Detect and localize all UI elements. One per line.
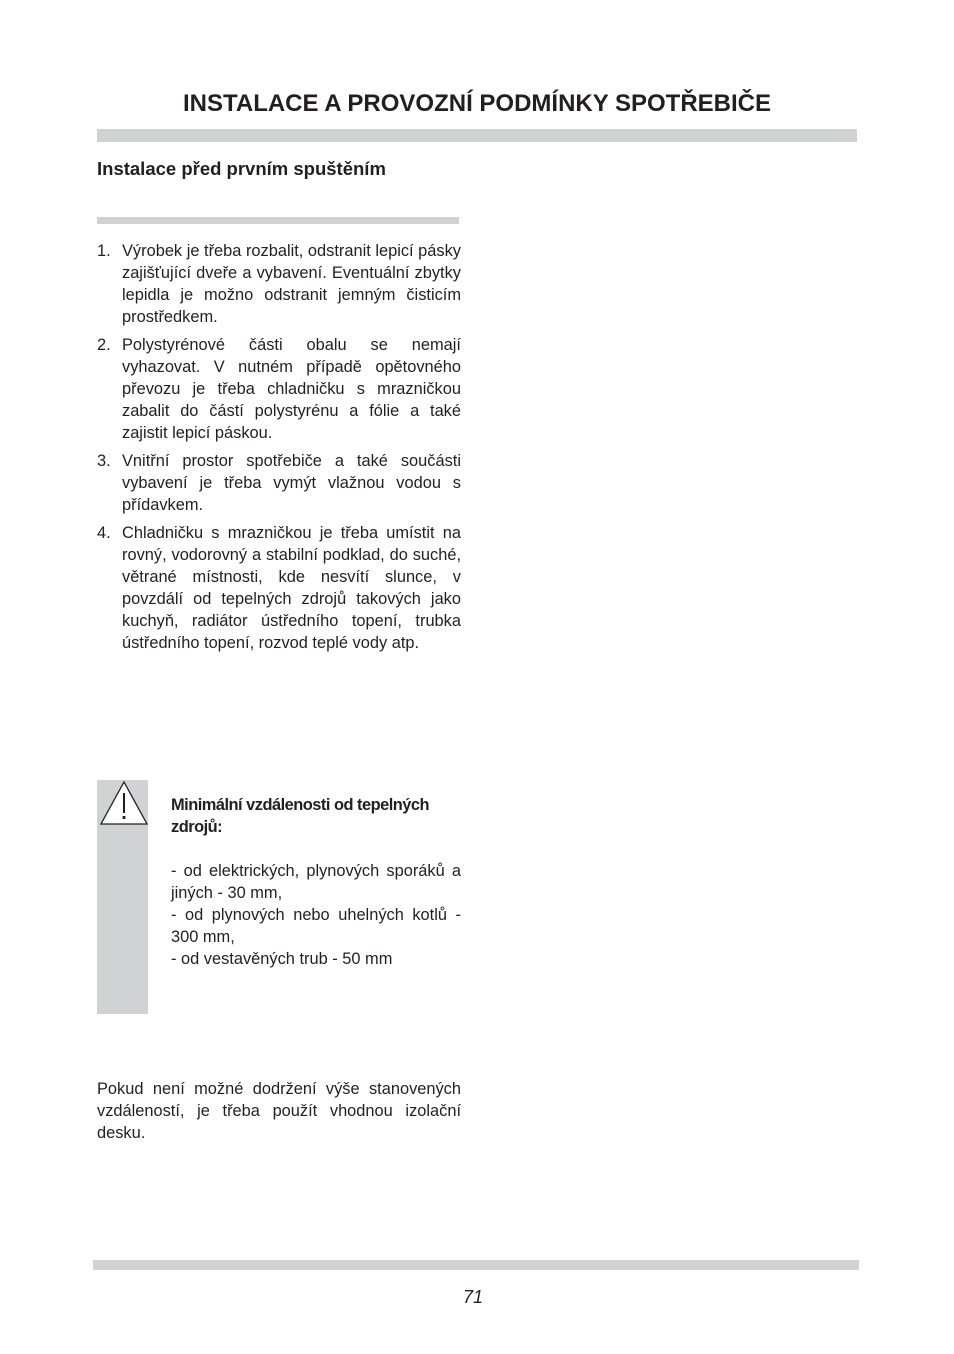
step-text: Vnitřní prostor spotřebiče a také součásti vybavení je třeba vymýt vlažnou vodou s přídavkem. <box>122 452 461 514</box>
list-item <box>97 334 461 444</box>
warning-box <box>171 794 461 970</box>
list-item <box>97 522 461 654</box>
warning-triangle-icon <box>99 780 149 826</box>
warning-title: Minimální vzdálenosti od tepelných zdrojů: <box>171 796 430 836</box>
list-item: - od elektrických, plynových sporáků a jiných - 30 mm, <box>171 862 461 902</box>
step-number: 1. <box>97 242 111 260</box>
list-item <box>97 450 461 516</box>
list-item: - od vestavěných trub - 50 mm <box>171 950 393 968</box>
installation-steps-list <box>97 240 461 660</box>
step-text: Výrobek je třeba rozbalit, odstranit lepicí pásky zajišťující dveře a vybavení. Eventuální zbytky lepidla je možno odstranit jemným čisticím prostředkem. <box>122 242 461 326</box>
step-number: 4. <box>97 524 111 542</box>
section-divider <box>97 217 459 224</box>
section-heading: Instalace před prvním spuštěním <box>97 158 386 179</box>
list-item <box>97 240 461 328</box>
warning-items <box>171 860 461 970</box>
list-item: - od plynových nebo uhelných kotlů - 300 mm, <box>171 906 461 946</box>
step-number: 3. <box>97 452 111 470</box>
step-number: 2. <box>97 336 111 354</box>
step-text: Chladničku s mrazničkou je třeba umístit na rovný, vodorovný a stabilní podklad, do suché, větrané místnosti, kde nesvítí slunce, v povzdálí od tepelných zdrojů takových jako kuchyň, radiátor ústředního topení, trubka ústředního topení, rozvod teplé vody atp. <box>122 524 461 652</box>
insulation-note: Pokud není možné dodržení výše stanovených vzdáleností, je třeba použít vhodnou izolační desku. <box>97 1080 461 1142</box>
title-divider <box>97 129 857 142</box>
step-text: Polystyrénové části obalu se nemají vyhazovat. V nutném případě opětovného převozu je třeba chladničku s mrazničkou zabalit do částí polystyrénu a fólie a také zajistit lepicí páskou. <box>122 336 461 442</box>
page-number: 71 <box>462 1287 484 1307</box>
page-title: INSTALACE A PROVOZNÍ PODMÍNKY SPOTŘEBIČE <box>182 90 772 117</box>
footer-divider <box>93 1260 859 1270</box>
